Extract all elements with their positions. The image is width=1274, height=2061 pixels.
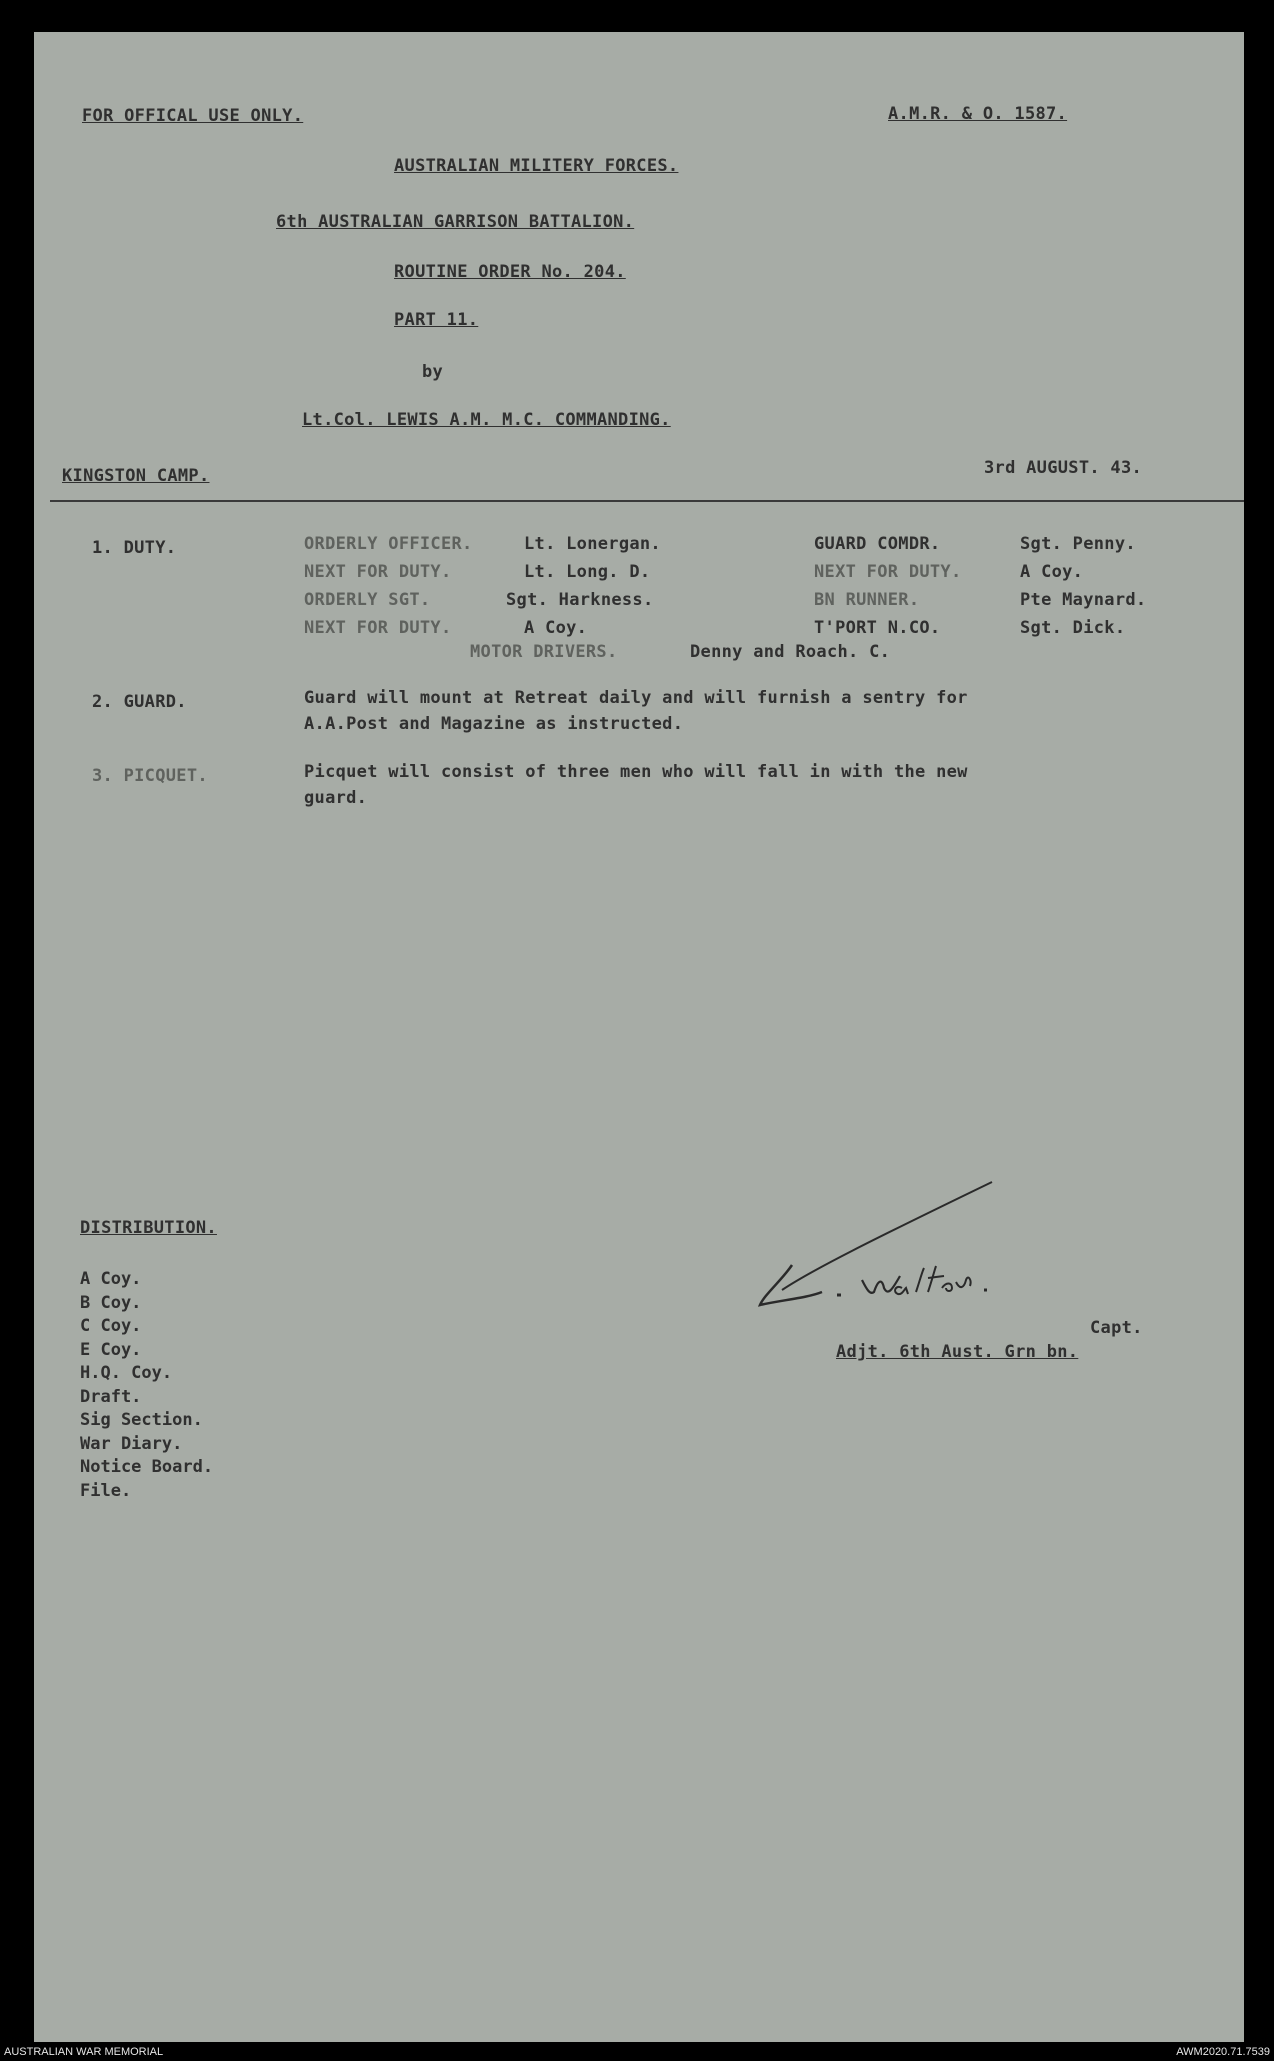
- footer-source: AUSTRALIAN WAR MEMORIAL: [4, 2046, 164, 2058]
- heading-by: by: [422, 362, 444, 382]
- duty-name: A Coy.: [524, 618, 588, 638]
- distribution-heading: DISTRIBUTION.: [80, 1218, 217, 1238]
- duty-role: NEXT FOR DUTY.: [304, 562, 452, 582]
- heading-battalion: 6th AUSTRALIAN GARRISON BATTALION.: [276, 212, 635, 232]
- distribution-item: Sig Section.: [80, 1410, 203, 1430]
- duty-name: Pte Maynard.: [1020, 590, 1147, 610]
- motor-drivers-label: MOTOR DRIVERS.: [470, 642, 618, 662]
- duty-role: NEXT FOR DUTY.: [304, 618, 452, 638]
- date: 3rd AUGUST. 43.: [984, 458, 1143, 478]
- distribution-item: A Coy.: [80, 1269, 142, 1289]
- distribution-item: War Diary.: [80, 1433, 183, 1454]
- distribution-item: B Coy.: [80, 1292, 142, 1313]
- duty-name: Lt. Lonergan.: [524, 534, 661, 554]
- distribution-item: Notice Board.: [80, 1457, 214, 1477]
- duty-name: Sgt. Harkness.: [506, 590, 654, 610]
- duty-role: BN RUNNER.: [814, 590, 920, 610]
- item-guard-number: 2. GUARD.: [92, 692, 187, 712]
- motor-drivers-names: Denny and Roach. C.: [690, 642, 891, 662]
- distribution-list: [80, 1268, 213, 1503]
- distribution-item: C Coy.: [80, 1316, 142, 1336]
- reference-number: A.M.R. & O. 1587.: [888, 104, 1068, 124]
- heading-commanding: Lt.Col. LEWIS A.M. M.C. COMMANDING.: [302, 410, 671, 430]
- guard-text-line2: A.A.Post and Magazine as instructed.: [304, 714, 684, 734]
- picquet-text-line1: Picquet will consist of three men who will fall in with the new: [304, 762, 968, 782]
- signatory-title: Adjt. 6th Aust. Grn bn.: [836, 1342, 1079, 1362]
- duty-role: GUARD COMDR.: [814, 534, 941, 554]
- guard-text-line1: Guard will mount at Retreat daily and will furnish a sentry for: [304, 688, 968, 708]
- duty-role: ORDERLY SGT.: [304, 590, 431, 610]
- heading-part: PART 11.: [394, 310, 479, 330]
- handwritten-signature: [752, 1180, 1052, 1320]
- document-page: [34, 32, 1244, 2042]
- distribution-item: H.Q. Coy.: [80, 1363, 173, 1383]
- duty-name: Sgt. Penny.: [1020, 534, 1136, 554]
- duty-role: NEXT FOR DUTY.: [814, 562, 962, 582]
- distribution-item: File.: [80, 1480, 132, 1501]
- item-picquet-number: 3. PICQUET.: [92, 766, 208, 786]
- duty-role: T'PORT N.CO.: [814, 618, 941, 638]
- heading-forces: AUSTRALIAN MILITERY FORCES.: [394, 156, 679, 176]
- footer-accession-number: AWM2020.71.7539: [1176, 2046, 1270, 2058]
- heading-routine-order: ROUTINE ORDER No. 204.: [394, 262, 626, 282]
- picquet-text-line2: guard.: [304, 788, 368, 808]
- duty-name: A Coy.: [1020, 562, 1084, 582]
- classification: FOR OFFICAL USE ONLY.: [82, 106, 304, 126]
- duty-name: Sgt. Dick.: [1020, 618, 1126, 638]
- duty-role: ORDERLY OFFICER.: [304, 534, 473, 554]
- signatory-rank: Capt.: [1090, 1318, 1143, 1338]
- distribution-item: Draft.: [80, 1386, 142, 1407]
- duty-name: Lt. Long. D.: [524, 562, 651, 582]
- header-rule: [50, 500, 1244, 502]
- item-duty-number: 1. DUTY.: [92, 538, 177, 558]
- distribution-item: E Coy.: [80, 1339, 142, 1360]
- location: KINGSTON CAMP.: [62, 466, 210, 486]
